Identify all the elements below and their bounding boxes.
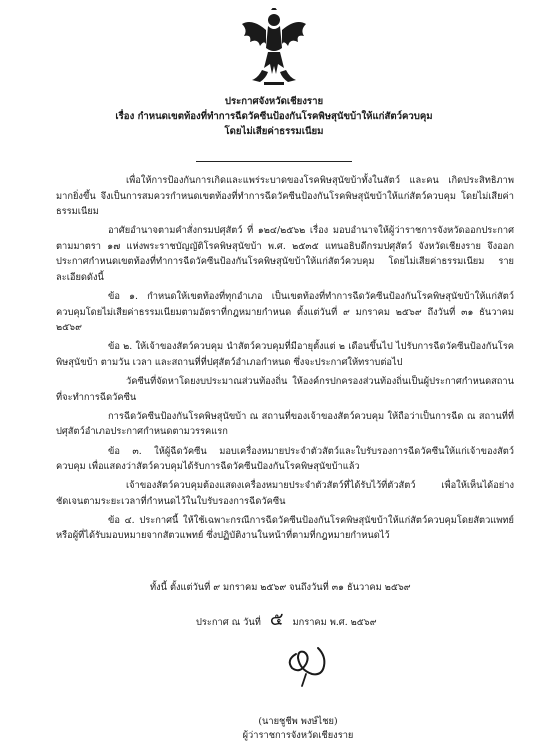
announcement-month-year: มกราคม พ.ศ. ๒๕๖๙	[292, 617, 377, 628]
garuda-emblem-icon	[238, 8, 310, 88]
clause-4: ข้อ ๔. ประกาศนี้ ให้ใช้เฉพาะกรณีการฉีดวัคซีนป้องกันโรคพิษสุนัขบ้าให้แก่สัตว์ควบคุมโดยสัตวแพทย์หรือผู้ที่ได้รับมอบหมายจากสัตวแพทย์ ซึ่งปฏิบัติงานในหน้าที่ตามที่กฎหมายกำหนดไว้	[56, 514, 514, 542]
clause-1: ข้อ ๑. กำหนดให้เขตท้องที่ทุกอำเภอ เป็นเขตท้องที่ทำการฉีดวัคซีนป้องกันโรคพิษสุนัขบ้าให้แก่สัตว์ควบคุมโดยไม่เสียค่าธรรมเนียมตามอัตราที่กฎหมายกำหนด ตั้งแต่วันที่ ๙ มกราคม ๒๕๖๙ ถึงวันที่ ๓๑ ธันวาคม ๒๕๖๙	[56, 291, 514, 334]
clause-2-owner-location: การฉีดวัคซีนป้องกันโรคพิษสุนัขบ้า ณ สถานที่ของเจ้าของสัตว์ควบคุม ให้ถือว่าเป็นการฉีด ณ สถานที่ที่ปศุสัตว์อำเภอประกาศกำหนดตามวรรคแรก	[56, 410, 514, 438]
handwritten-signature	[276, 640, 336, 690]
clause-2: ข้อ ๒. ให้เจ้าของสัตว์ควบคุม นำสัตว์ควบคุมที่มีอายุตั้งแต่ ๒ เดือนขึ้นไป ไปรับการฉีดวัคซีนป้องกันโรคพิษสุนัขบ้า ตามวัน เวลา และสถานที่ที่ปศุสัตว์อำเภอกำหนด ซึ่งจะประกาศให้ทราบต่อไป	[56, 341, 514, 369]
signer-position: ผู้ว่าราชการจังหวัดเชียงราย	[242, 730, 354, 741]
announcement-subject: เรื่อง กำหนดเขตท้องที่ทำการฉีดวัคซีนป้องกันโรคพิษสุนัขบ้าให้แก่สัตว์ควบคุม	[115, 111, 433, 122]
clause-3-owner-duty: เจ้าของสัตว์ควบคุมต้องแสดงเครื่องหมายประจำตัวสัตว์ที่ได้รับไว้ที่ตัวสัตว์ เพื่อให้เห็นได้อย่างชัดเจนตามระยะเวลาที่กำหนดไว้ในใบรับรองการฉีดวัคซีน	[56, 480, 514, 507]
paragraph-authority: อาศัยอำนาจตามคำสั่งกรมปศุสัตว์ ที่ ๑๒๔/๒๕๖๒ เรื่อง มอบอำนาจให้ผู้ว่าราชการจังหวัดออกประกาศตามมาตรา ๑๗ แห่งพระราชบัญญัติโรคพิษสุนัขบ้า พ.ศ. ๒๕๓๕ แทนอธิบดีกรมปศุสัตว์ จังหวัดเชียงราย จึงออกประกาศกำหนดเขตท้องที่ทำการฉีดวัคซีนป้องกันโรคพิษสุนัขบ้าให้แก่สัตว์ควบคุม โดยไม่เสียค่าธรรมเนียม รายละเอียดดังนี้	[56, 225, 514, 284]
announcement-body	[56, 173, 514, 548]
effective-period: ทั้งนี้ ตั้งแต่วันที่ ๙ มกราคม ๒๕๖๙ จนถึงวันที่ ๓๑ ธันวาคม ๒๕๖๙	[150, 582, 411, 593]
signer-name: (นายชูชีพ พงษ์ไชย)	[258, 716, 338, 727]
clause-2-local-vaccine: วัคซีนที่จัดหาโดยงบประมาณส่วนท้องถิ่น ให้องค์กรปกครองส่วนท้องถิ่นเป็นผู้ประกาศกำหนดสถานที่จะทำการฉีดวัคซีน	[56, 376, 514, 403]
signer-block	[0, 715, 548, 743]
paragraph-purpose: เพื่อให้การป้องกันการเกิดและแพร่ระบาดของโรคพิษสุนัขบ้าทั้งในสัตว์ และคน เกิดประสิทธิภาพมากยิ่งขึ้น จึงเป็นการสมควรกำหนดเขตท้องที่ทำการฉีดวัคซีนป้องกันโรคพิษสุนัขบ้าให้แก่สัตว์ควบคุม โดยไม่เสียค่าธรรมเนียม	[56, 175, 514, 218]
announcement-date	[196, 609, 377, 631]
announcement-title: ประกาศจังหวัดเชียงราย	[224, 96, 324, 107]
announcement-subject-continued: โดยไม่เสียค่าธรรมเนียม	[224, 126, 324, 137]
clause-3: ข้อ ๓. ให้ผู้ฉีดวัคซีน มอบเครื่องหมายประจำตัวสัตว์และใบรับรองการฉีดวัคซีนให้แก่เจ้าของสัตว์ควบคุม เพื่อแสดงว่าสัตว์ควบคุมได้รับการฉีดวัคซีนป้องกันโรคพิษสุนัขบ้าแล้ว	[56, 445, 514, 473]
announcement-day: ๕	[269, 609, 284, 630]
announcement-date-prefix: ประกาศ ณ วันที่	[196, 617, 261, 628]
announcement-header	[0, 94, 548, 139]
header-divider	[196, 161, 352, 162]
